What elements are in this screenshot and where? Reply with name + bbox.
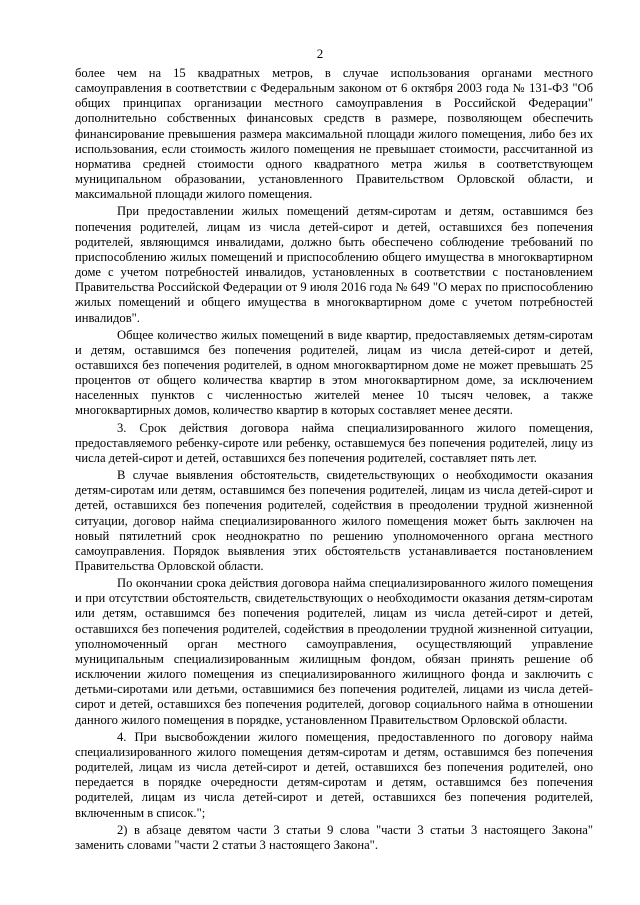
page-number: 2 bbox=[316, 46, 324, 61]
paragraph-item-4-vacated-housing: 4. При высвобождении жилого помещения, предоставленного по договору найма специализированного жилого помещения детям-сиротам и детям, оставшимся без попечения родителей, лицам из числа детей-сирот и детей, оставшихся без попечения родителей, оно передается в порядке очередности детям-сиротам и детям, оставшимся без попечения родителей, лицам из числа детей-сирот и детей, оставшихся без попечения родителей, включенным в список."; bbox=[75, 729, 593, 820]
paragraph-disabled-accommodation: При предоставлении жилых помещений детям-сиротам и детям, оставшимся без попечения родителей, лицам из числа детей-сирот и детей, оставшихся без попечения родителей, являющимся инвалидами, должно быть обеспечено соблюдение требований по приспособлению жилых помещений и приспособлению общего имущества в многоквартирном доме с учетом потребностей инвалидов, установленных в соответствии с постановлением Правительства Российской Федерации от 9 июля 2016 года № 649 "О мерах по приспособлению жилых помещений и общего имущества в многоквартирном доме с учетом потребностей инвалидов". bbox=[75, 204, 593, 325]
paragraph-continuation: более чем на 15 квадратных метров, в случае использования органами местного самоуправления в соответствии с Федеральным законом от 6 октября 2003 года № 131-ФЗ "Об общих принципах организации местного самоуправления в Российской Федерации" дополнительно собственных финансовых средств в размере, позволяющем обеспечить финансирование превышения размера максимальной площади жилого помещения, либо без их использования, если стоимость жилого помещения не превышает стоимости, рассчитанной из норматива средней стоимости одного квадратного метра жилья в соответствующем муниципальном образовании, установленного Правительством Орловской области, и максимальной площади жилого помещения. bbox=[75, 66, 593, 202]
paragraph-contract-expiry: По окончании срока действия договора найма специализированного жилого помещения и при отсутствии обстоятельств, свидетельствующих о необходимости оказания детям-сиротам или детям, оставшимся без попечения родителей, лицам из числа детей-сирот и детей, оставшихся без попечения родителей, содействия в преодолении трудной жизненной ситуации, уполномоченный орган местного самоуправления, осуществляющий управление муниципальным специализированным жилищным фондом, обязан принять решение об исключении жилого помещения из специализированного жилищного фонда и заключить с детьми-сиротами или детьми, оставшимися без попечения родителей, лицами из числа детей-сирот и детей, оставшихся без попечения родителей, договор социального найма в отношении данного жилого помещения в порядке, установленном Правительством Орловской области. bbox=[75, 576, 593, 727]
paragraph-item-3-contract-term: 3. Срок действия договора найма специализированного жилого помещения, предоставляемого ребенку-сироте или ребенку, оставшемуся без попечения родителей, лицу из числа детей-сирот и детей, оставшихся без попечения родителей, составляет пять лет. bbox=[75, 420, 593, 465]
paragraph-apartment-share-limit: Общее количество жилых помещений в виде квартир, предоставляемых детям-сиротам и детям, оставшимся без попечения родителей, лицам из числа детей-сирот и детей, оставшихся без попечения родителей, в одном многоквартирном доме не может превышать 25 процентов от общего количества квартир в этом многоквартирном доме, за исключением населенных пунктов с численностью жителей менее 10 тысяч человек, а также многоквартирных домов, количество квартир в которых составляет менее десяти. bbox=[75, 327, 593, 418]
paragraph-amendment-2: 2) в абзаце девятом части 3 статьи 9 слова "части 3 статьи 3 настоящего Закона" заменить словами "части 2 статьи 3 настоящего Закона". bbox=[75, 822, 593, 852]
paragraph-contract-renewal: В случае выявления обстоятельств, свидетельствующих о необходимости оказания детям-сиротам или детям, оставшимся без попечения родителей, лицам из числа детей-сирот и детей, оставшихся без попечения родителей, содействия в преодолении трудной жизненной ситуации, договор найма специализированного жилого помещения может быть заключен на новый пятилетний срок неоднократно по решению уполномоченного органа местного самоуправления. Порядок выявления этих обстоятельств устанавливается постановлением Правительства Орловской области. bbox=[75, 468, 593, 573]
document-body bbox=[75, 66, 593, 855]
